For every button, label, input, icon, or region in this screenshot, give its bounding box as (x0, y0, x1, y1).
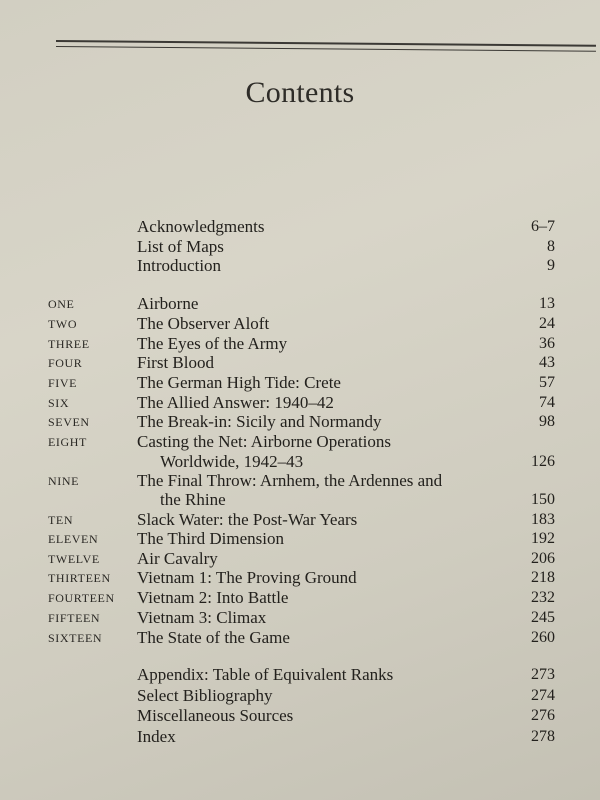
chapter-title: Vietnam 2: Into Battle (137, 588, 289, 607)
chapter-title: The Final Throw: Arnhem, the Ardennes and (137, 471, 443, 490)
entry-title: Select Bibliography (137, 686, 273, 705)
top-rule-thin (56, 46, 596, 52)
toc-chapter-entry-continued (0, 490, 600, 510)
toc-entry-acknowledgments (0, 217, 600, 237)
chapter-title: The Break-in: Sicily and Normandy (137, 412, 382, 431)
toc-entry-appendix (0, 665, 600, 685)
toc-chapter-entry (0, 549, 600, 569)
entry-page: 9 (547, 257, 555, 274)
toc-chapter-entry (0, 568, 600, 588)
chapter-page: 126 (531, 453, 555, 470)
chapter-page: 43 (539, 354, 555, 371)
toc-chapter-entry (0, 334, 600, 354)
chapter-page: 232 (531, 589, 555, 606)
chapter-title: The Third Dimension (137, 529, 284, 548)
toc-entry-index (0, 727, 600, 747)
entry-title: Acknowledgments (137, 217, 265, 236)
toc-entry-bibliography (0, 686, 600, 706)
chapter-title: The Allied Answer: 1940–42 (137, 393, 334, 412)
chapter-number: THREE (48, 337, 90, 351)
chapter-page: 192 (531, 530, 555, 547)
chapter-page: 13 (539, 295, 555, 312)
chapter-title: The German High Tide: Crete (137, 373, 341, 392)
toc-chapter-entry (0, 432, 600, 452)
entry-title: Appendix: Table of Equivalent Ranks (137, 665, 394, 684)
chapter-page: 245 (531, 609, 555, 626)
chapter-page: 183 (531, 511, 555, 528)
chapter-number: SIXTEEN (48, 631, 103, 645)
toc-chapter-entry (0, 294, 600, 314)
chapter-title: Air Cavalry (137, 549, 218, 568)
chapter-number: THIRTEEN (48, 571, 111, 585)
entry-title: List of Maps (137, 237, 224, 256)
chapter-page: 74 (539, 394, 555, 411)
entry-page: 274 (531, 687, 555, 704)
chapter-title: Slack Water: the Post-War Years (137, 510, 358, 529)
chapter-number: FIFTEEN (48, 611, 101, 625)
toc-chapter-entry (0, 373, 600, 393)
top-rule (56, 40, 596, 47)
chapter-title-continued: Worldwide, 1942–43 (160, 452, 304, 471)
chapter-page: 218 (531, 569, 555, 586)
toc-entry-misc-sources (0, 706, 600, 726)
chapter-title: The Observer Aloft (137, 314, 270, 333)
chapter-title: First Blood (137, 353, 214, 372)
chapter-page: 98 (539, 413, 555, 430)
chapter-title-continued: the Rhine (160, 490, 226, 509)
chapter-number: EIGHT (48, 435, 87, 449)
chapter-page: 57 (539, 374, 555, 391)
chapter-number: SIX (48, 396, 70, 410)
chapter-title: Casting the Net: Airborne Operations (137, 432, 392, 451)
chapter-title: The State of the Game (137, 628, 290, 647)
page-title: Contents (245, 76, 355, 109)
toc-entry-introduction (0, 256, 600, 276)
toc-chapter-entry (0, 510, 600, 530)
toc-chapter-entry (0, 471, 600, 491)
chapter-number: SEVEN (48, 415, 90, 429)
toc-chapter-entry (0, 412, 600, 432)
chapter-title: Airborne (137, 294, 199, 313)
entry-title: Index (137, 727, 176, 746)
toc-chapter-entry (0, 353, 600, 373)
chapter-number: TWELVE (48, 552, 100, 566)
entry-page: 8 (547, 238, 555, 255)
chapter-number: TEN (48, 513, 74, 527)
entry-page: 6–7 (531, 218, 555, 235)
chapter-number: FOUR (48, 356, 83, 370)
toc-chapter-entry (0, 393, 600, 413)
entry-title: Miscellaneous Sources (137, 706, 294, 725)
chapter-page: 24 (539, 315, 555, 332)
entry-page: 273 (531, 666, 555, 683)
toc-chapter-entry (0, 314, 600, 334)
chapter-page: 206 (531, 550, 555, 567)
chapter-page: 150 (531, 491, 555, 508)
chapter-title: Vietnam 3: Climax (137, 608, 267, 627)
chapter-page: 260 (531, 629, 555, 646)
toc-chapter-entry (0, 529, 600, 549)
toc-chapter-entry (0, 608, 600, 628)
chapter-number: NINE (48, 474, 80, 488)
chapter-number: TWO (48, 317, 78, 331)
chapter-number: ELEVEN (48, 532, 99, 546)
toc-chapter-entry-continued (0, 452, 600, 472)
toc-entry-list-of-maps (0, 237, 600, 257)
chapter-number: ONE (48, 297, 75, 311)
entry-page: 276 (531, 707, 555, 724)
toc-chapter-entry (0, 588, 600, 608)
entry-page: 278 (531, 728, 555, 745)
chapter-number: FIVE (48, 376, 78, 390)
chapter-page: 36 (539, 335, 555, 352)
chapter-title: Vietnam 1: The Proving Ground (137, 568, 357, 587)
chapter-number: FOURTEEN (48, 591, 115, 605)
chapter-title: The Eyes of the Army (137, 334, 288, 353)
toc-chapter-entry (0, 628, 600, 648)
entry-title: Introduction (137, 256, 222, 275)
